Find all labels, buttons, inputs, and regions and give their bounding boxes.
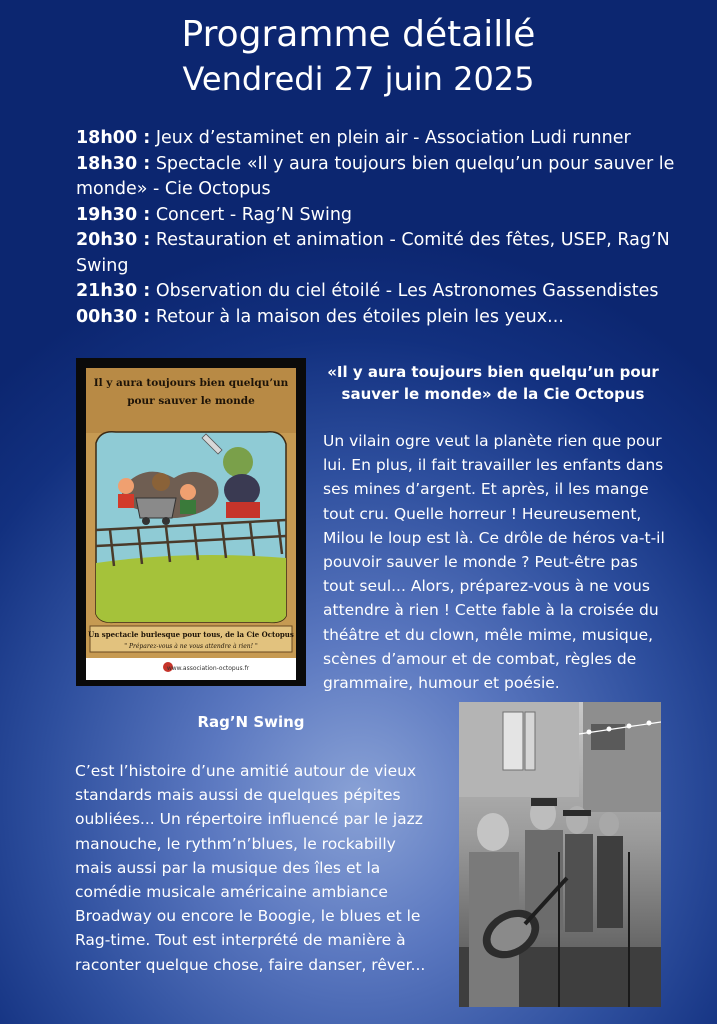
octopus-description: Un vilain ogre veut la planète rien que pour lui. En plus, il fait travailler les enfants dans ses mines d’argent. Et après, il les mange tout cru. Quelle horreur ! Heureusement, Milou le loup est là. Ce drôle de héros va-t-il pouvoir sauver le monde ? Peut-être pas tout seul... Alors, préparez-vous à ne vous attendre à rien ! Cette fable à la croisée du théâtre et du clown, mêle mime, musique, scènes d’amour et de combat, règles de grammaire, humour et poésie. — [323, 432, 665, 693]
octopus-heading — [322, 361, 664, 405]
page-title: Programme détaillé — [181, 14, 536, 55]
schedule-item — [76, 203, 676, 229]
schedule-time: 19h30 : — [76, 204, 151, 225]
poster-banner-line1: Un spectacle burlesque pour tous, de la Cie Octopus — [88, 630, 294, 639]
schedule-time: 20h30 : — [76, 230, 151, 250]
band-photo-image — [459, 702, 661, 1007]
schedule-text: Observation du ciel étoilé - Les Astronomes Gassendistes — [150, 281, 659, 301]
schedule-text: Restauration et animation - Comité des fêtes, USEP, Rag’N Swing — [76, 230, 670, 276]
ragnswing-description: C’est l’histoire d’une amitié autour de vieux standards mais aussi de quelques pépites oubliées... Un répertoire influencé par le jazz manouche, le rythm’n’blues, le rockabilly mais aussi par la musique des îles et la comédie musicale américaine ambiance Broadway ou encore le Boogie, le blues et le Rag-time. Tout est interprété de manière à raconter quelque chose, faire danser, rêver... — [75, 762, 426, 974]
poster-title-line2: pour sauver le monde — [127, 395, 255, 407]
schedule-text: Concert - Rag’N Swing — [150, 204, 353, 225]
schedule-time: 00h30 : — [76, 306, 151, 327]
schedule-text: Jeux d’estaminet en plein air - Association Ludi runner — [150, 128, 631, 148]
schedule-item — [76, 152, 676, 203]
schedule-time: 21h30 : — [76, 281, 151, 301]
schedule-list — [76, 126, 676, 330]
schedule-item — [76, 279, 676, 305]
octopus-poster — [76, 358, 306, 686]
schedule-item — [76, 228, 676, 279]
poster-banner-line2: " Préparez-vous à ne vous attendre à rien! " — [124, 643, 258, 650]
poster-website: www.association-octopus.fr — [166, 665, 250, 672]
band-photo — [459, 702, 661, 1007]
schedule-item — [76, 305, 676, 331]
poster-title-line1: Il y aura toujours bien quelqu’un — [93, 377, 289, 389]
event-date: Vendredi 27 juin 2025 — [182, 60, 535, 98]
octopus-heading-line2: sauver le monde» de la Cie Octopus — [341, 385, 645, 403]
schedule-time: 18h00 : — [76, 128, 151, 148]
poster-illustration — [76, 358, 306, 686]
schedule-text: Spectacle «Il y aura toujours bien quelqu’un pour sauver le monde» - Cie Octopus — [76, 153, 675, 199]
octopus-heading-line1: «Il y aura toujours bien quelqu’un pour — [327, 363, 659, 381]
schedule-text: Retour à la maison des étoiles plein les yeux... — [150, 306, 564, 327]
schedule-item — [76, 126, 676, 152]
ragnswing-heading: Rag’N Swing — [197, 713, 305, 731]
schedule-time: 18h30 : — [76, 153, 151, 174]
